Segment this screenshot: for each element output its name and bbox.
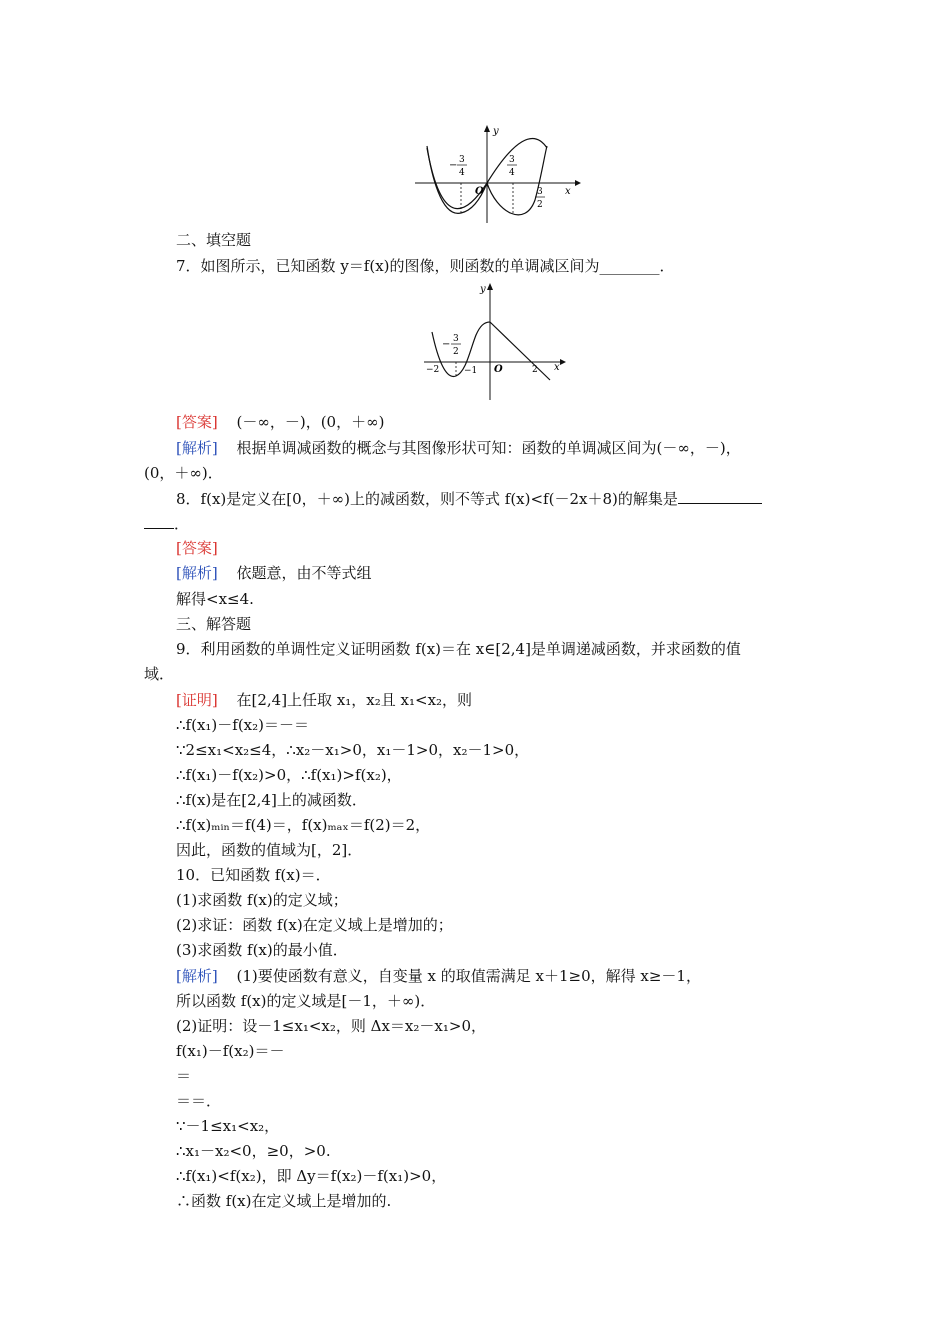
q9-step-4: ∴f(x)是在[2,4]上的减函数． <box>176 791 367 809</box>
q9-step-2: ∵2≤x₁<x₂≤4，∴x₂－x₁>0，x₁－1>0，x₂－1>0， <box>176 741 530 759</box>
q7-answer: (－∞，－)，(0，＋∞) <box>236 413 385 431</box>
question-8 <box>176 489 762 509</box>
question-9: 9．利用函数的单调性定义证明函数 f(x)＝在 x∈[2,4]是单调递减函数，并求函数的值 <box>176 640 741 658</box>
section-2-heading: 二、填空题 <box>176 231 252 249</box>
section-3-heading: 三、解答题 <box>176 615 252 633</box>
q10-step-7: ∴x₁－x₂<0，≥0，>0. <box>176 1142 331 1160</box>
answer-blank-cont <box>144 514 174 529</box>
x-arrow <box>575 180 581 186</box>
q9-step-3: ∴f(x₁)－f(x₂)>0，∴f(x₁)>f(x₂)， <box>176 766 402 784</box>
q10-step-3: f(x₁)－f(x₂)＝－ <box>176 1042 285 1060</box>
q10-part-3: (3)求函数 f(x)的最小值． <box>176 941 348 959</box>
pos-den: 4 <box>509 168 515 178</box>
neg-sign: − <box>449 160 458 171</box>
q8-analysis-line <box>176 563 372 583</box>
answer-tag: [答案] <box>176 539 218 557</box>
q8-analysis: 依题意，由不等式组 <box>236 564 372 582</box>
q7-analysis: 根据单调减函数的概念与其图像形状可知：函数的单调减区间为(－∞，－)， <box>236 439 741 457</box>
y-arrow <box>484 125 490 132</box>
q10-step-9: ∴函数 f(x)在定义域上是增加的. <box>176 1192 392 1210</box>
q8-text: 8．f(x)是定义在[0，＋∞)上的减函数，则不等式 f(x)<f(－2x＋8)的解集是 <box>176 490 678 508</box>
q10-analysis-line <box>176 966 701 986</box>
analysis-tag: [解析] <box>176 564 218 582</box>
answer-tag: [答案] <box>176 413 218 431</box>
origin-label: O <box>475 186 484 197</box>
q9-proof: 在[2,4]上任取 x₁，x₂且 x₁<x₂，则 <box>236 691 473 709</box>
curve-left <box>427 146 487 213</box>
q8-cont-text: ． <box>174 515 190 533</box>
q10-step-5: ＝＝． <box>176 1092 222 1110</box>
x-arrow <box>560 359 566 365</box>
q7-answer-line <box>176 412 384 432</box>
neg-den: 4 <box>459 168 465 178</box>
origin-label: O <box>494 364 503 375</box>
pos-num: 3 <box>509 155 515 165</box>
q7-analysis-cont: (0，＋∞)． <box>144 464 223 482</box>
q10-step-4: ＝ <box>176 1067 192 1085</box>
q8-solution: 解得<x≤4. <box>176 590 254 608</box>
figure-1-graph <box>405 118 585 228</box>
q8-cont <box>144 514 189 534</box>
q10-analysis: (1)要使函数有意义，自变量 x 的取值需满足 x＋1≥0，解得 x≥－1， <box>236 967 701 985</box>
tick-minus-2: −2 <box>426 365 440 375</box>
figure-2-graph <box>420 280 570 402</box>
question-10: 10．已知函数 f(x)＝． <box>176 866 331 884</box>
x-den: 2 <box>537 200 543 210</box>
peak-num: 3 <box>453 334 459 344</box>
peak-den: 2 <box>453 347 459 357</box>
q9-proof-line <box>176 690 472 710</box>
q10-part-1: (1)求函数 f(x)的定义域； <box>176 891 348 909</box>
analysis-tag: [解析] <box>176 967 218 985</box>
y-label: y <box>493 126 499 137</box>
y-label: y <box>480 284 486 295</box>
x-label: x <box>565 186 571 197</box>
answer-blank <box>678 489 762 504</box>
question-7: 7．如图所示，已知函数 y＝f(x)的图像，则函数的单调减区间为________． <box>176 257 675 275</box>
q9-step-5: ∴f(x)ₘᵢₙ＝f(4)＝，f(x)ₘₐₓ＝f(2)＝2， <box>176 816 431 834</box>
curve <box>432 322 490 377</box>
q10-step-6: ∵－1≤x₁<x₂， <box>176 1117 280 1135</box>
x-num: 3 <box>537 187 543 197</box>
q10-part-2: (2)求证：函数 f(x)在定义域上是增加的； <box>176 916 453 934</box>
q10-step-2: (2)证明：设－1≤x₁<x₂，则 Δx＝x₂－x₁>0， <box>176 1017 486 1035</box>
q9-step-6: 因此，函数的值域为[，2]． <box>176 841 363 859</box>
analysis-tag: [解析] <box>176 439 218 457</box>
tick-minus-1: −1 <box>464 366 478 376</box>
q7-analysis-line <box>176 438 741 458</box>
peak-sign: − <box>442 339 451 350</box>
q8-answer-line <box>176 538 218 558</box>
x-label: x <box>554 362 560 373</box>
tick-2: 2 <box>532 365 538 375</box>
q10-step-1: 所以函数 f(x)的定义域是[－1，＋∞)． <box>176 992 436 1010</box>
q9-step-1: ∴f(x₁)－f(x₂)＝－＝ <box>176 716 310 734</box>
question-9-cont: 域． <box>144 665 175 683</box>
proof-tag: [证明] <box>176 691 218 709</box>
neg-num: 3 <box>459 155 465 165</box>
q10-step-8: ∴f(x₁)<f(x₂)，即 Δy＝f(x₂)－f(x₁)>0， <box>176 1167 447 1185</box>
y-arrow <box>487 283 493 290</box>
